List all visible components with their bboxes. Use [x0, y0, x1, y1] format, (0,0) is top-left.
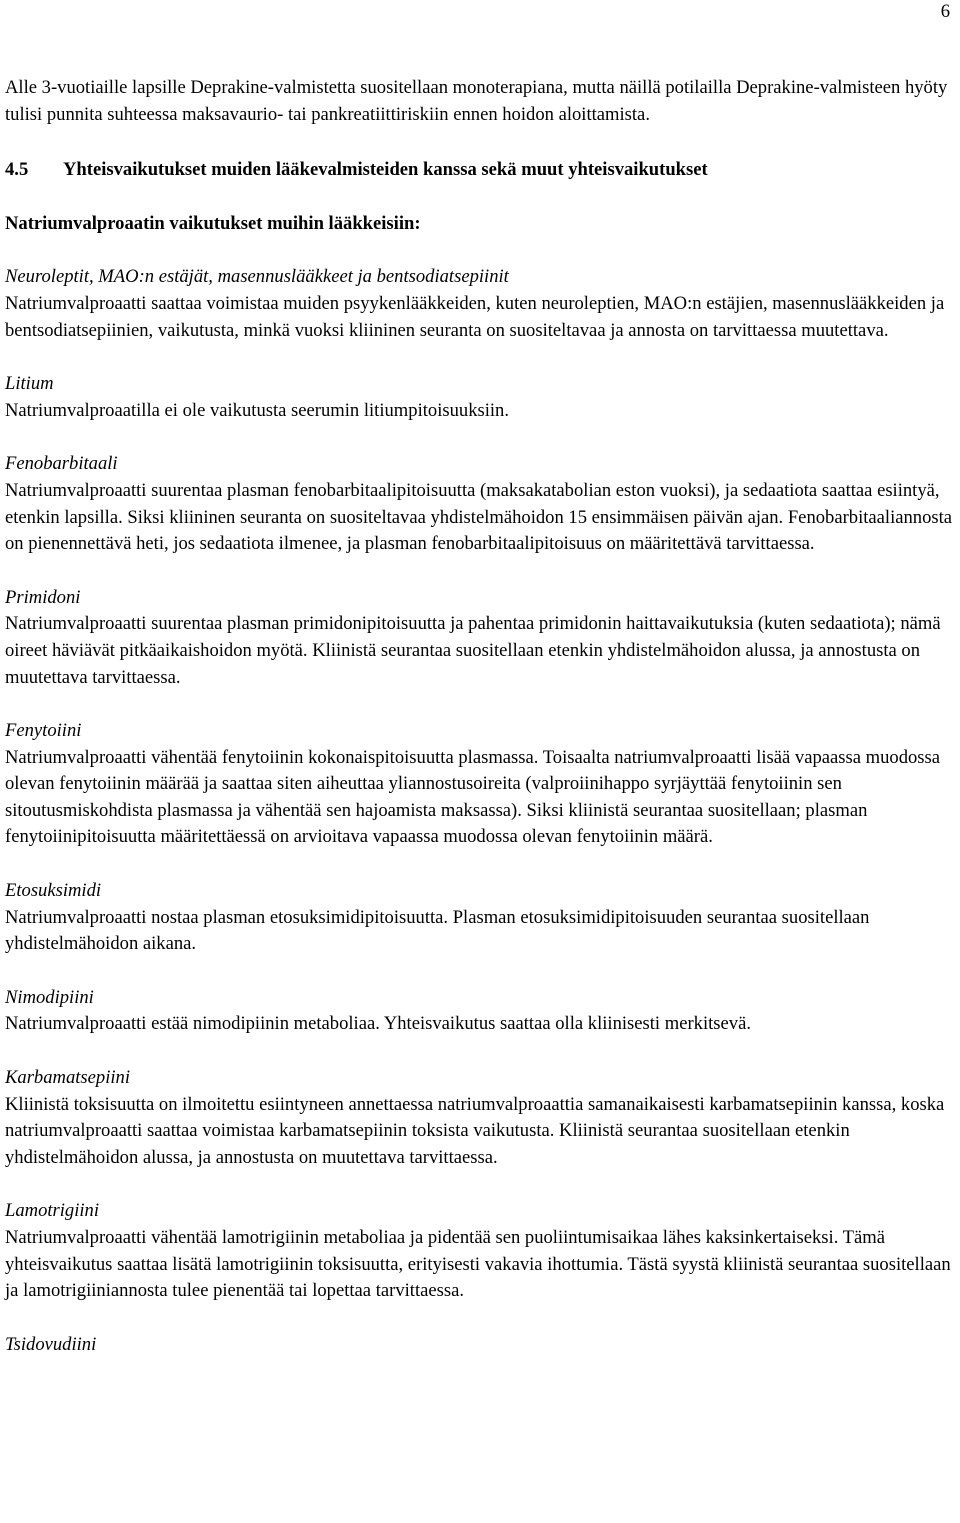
interaction-block-primidoni [5, 585, 955, 691]
interaction-text: Kliinistä toksisuutta on ilmoitettu esiintyneen annettaessa natriumvalproaattia samanaikaisesti karbamatsepiinin kanssa, koska natriumvalproaatti saattaa voimistaa karbamatsepiinin toksista vaikutusta. Kliinistä seurantaa suositellaan etenkin yhdistelmähoidon alussa, ja annostusta on muutettava tarvittaessa. [5, 1093, 945, 1168]
interaction-block-nimodipiini [5, 985, 955, 1038]
interaction-title: Etosuksimidi [5, 880, 102, 902]
interaction-block-karbamatsepiini [5, 1065, 955, 1171]
page-number: 6 [940, 1, 950, 22]
interaction-text: Natriumvalproaatti saattaa voimistaa muiden psyykenlääkkeiden, kuten neuroleptien, MAO:n estäjien, masennuslääkkeiden ja bentsodiatsepiinien, vaikutusta, minkä vuoksi kliininen seuranta on suositeltavaa ja annosta on tarvittaessa muutettava. [5, 292, 945, 341]
interaction-text: Natriumvalproaatilla ei ole vaikutusta seerumin litiumpitoisuuksiin. [5, 399, 510, 421]
interaction-block-neuroleptit [5, 264, 955, 344]
interaction-title: Lamotrigiini [5, 1200, 100, 1222]
interaction-text: Natriumvalproaatti vähentää lamotrigiinin metaboliaa ja pidentää sen puoliintumisaikaa lähes kaksinkertaiseksi. Tämä yhteisvaikutus saattaa lisätä lamotrigiinin toksisuutta, erityisesti vakavia ihottumia. Tästä syystä kliinistä seurantaa suositellaan ja lamotrigiiniannosta tulee pienentää tai lopettaa tarvittaessa. [5, 1227, 951, 1302]
section-title: Yhteisvaikutukset muiden lääkevalmisteiden kanssa sekä muut yhteisvaikutukset [63, 159, 708, 181]
interaction-title: Nimodipiini [5, 986, 94, 1008]
interaction-text: Natriumvalproaatti vähentää fenytoiinin kokonaispitoisuutta plasmassa. Toisaalta natriumvalproaatti lisää vapaassa muodossa olevan fenytoiinin määrää ja saattaa siten aiheuttaa yliannostusoireita (valproiinihappo syrjäyttää fenytoiinin sen sitoutusmiskohdista plasmassa ja vähentää sen hajoamista maksassa). Siksi kliinistä seurantaa suositellaan; plasman fenytoiinipitoisuutta määritettäessä on arvioitava vapaassa muodossa olevan fenytoiinin määrä. [5, 746, 941, 848]
interaction-title: Karbamatsepiini [5, 1067, 130, 1089]
interaction-block-fenobarbitaali [5, 451, 955, 557]
section-number: 4.5 [5, 159, 29, 181]
document-body [5, 75, 955, 1385]
interaction-text: Natriumvalproaatti suurentaa plasman fenobarbitaalipitoisuutta (maksakatabolian eston vuoksi), ja sedaatiota saattaa esiintyä, etenkin lapsilla. Siksi kliininen seuranta on suositeltavaa yhdistelmähoidon 15 ensimmäisen päivän ajan. Fenobarbitaaliannosta on pienennettävä heti, jos sedaatiota ilmenee, ja plasman fenobarbitaalipitoisuus on määritettävä tarvittaessa. [5, 479, 953, 555]
interaction-block-fenytoiini [5, 718, 955, 851]
interaction-text: Natriumvalproaatti suurentaa plasman primidonipitoisuutta ja pahentaa primidonin haittavaikutuksia (kuten sedaatiota); nämä oireet häviävät pitkäaikaishoidon myötä. Kliinistä seurantaa suositellaan etenkin yhdistelmähoidon alussa, ja annostusta on muutettava tarvittaessa. [5, 613, 941, 688]
subheading: Natriumvalproaatin vaikutukset muihin lääkkeisiin: [5, 212, 421, 234]
interaction-title: Fenobarbitaali [5, 453, 118, 475]
interaction-title: Primidoni [5, 586, 81, 608]
interaction-block-tsidovudiini [5, 1332, 955, 1359]
intro-paragraph: Alle 3-vuotiaille lapsille Deprakine-valmistetta suositellaan monoterapiana, mutta näillä potilailla Deprakine-valmisteen hyöty tulisi punnita suhteessa maksavaurio- tai pankreatiittiriskiin ennen hoidon aloittamista. [5, 77, 948, 125]
interaction-block-litium [5, 371, 955, 424]
interaction-title: Tsidovudiini [5, 1333, 97, 1355]
interaction-title: Neuroleptit, MAO:n estäjät, masennuslääkkeet ja bentsodiatsepiinit [5, 266, 509, 288]
interaction-block-etosuksimidi [5, 878, 955, 958]
section-heading [5, 157, 955, 184]
interaction-title: Fenytoiini [5, 720, 82, 742]
interaction-text: Natriumvalproaatti nostaa plasman etosuksimidipitoisuutta. Plasman etosuksimidipitoisuuden seurantaa suositellaan yhdistelmähoidon aikana. [5, 906, 870, 955]
interaction-block-lamotrigiini [5, 1198, 955, 1304]
interaction-text: Natriumvalproaatti estää nimodipiinin metaboliaa. Yhteisvaikutus saattaa olla kliinisesti merkitsevä. [5, 1013, 751, 1035]
interaction-title: Litium [5, 373, 54, 395]
